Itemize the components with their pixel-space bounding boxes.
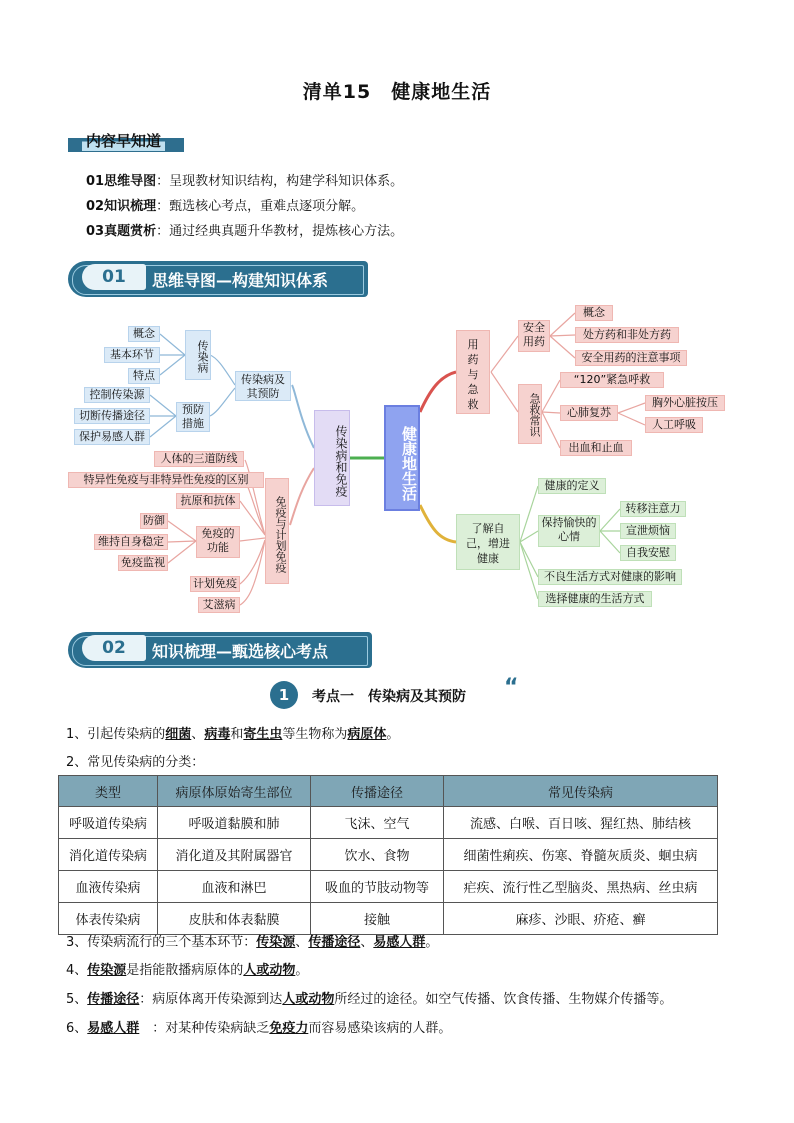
mindmap-cpr-item2: 人工呼吸 [645, 417, 703, 433]
intro-key: 02知识梳理 [86, 199, 157, 214]
keyword: 免疫力 [269, 1021, 309, 1036]
mindmap-safe-item3: 安全用药的注意事项 [575, 350, 687, 366]
text: ：对某种传染病缺乏 [139, 1021, 270, 1036]
mindmap-im-item2: 特异性免疫与非特异性免疫的区别 [68, 472, 264, 488]
mindmap-cd-sub1-item2: 基本环节 [104, 347, 160, 363]
text: 4、 [66, 963, 88, 978]
mindmap-aid-item1: “120”紧急呼救 [560, 372, 664, 388]
text: 是指能散播病原体的 [126, 963, 244, 978]
keyword: 细菌 [165, 727, 192, 742]
table-cell: 皮肤和体表黏膜 [158, 903, 311, 935]
link-im-tail1 [240, 540, 265, 584]
mindmap-safe-item2: 处方药和非处方药 [575, 327, 679, 343]
text: 5、 [66, 992, 88, 1007]
mindmap-mood: 保持愉快的心情 [538, 515, 600, 547]
keypoint-heading [270, 675, 530, 709]
mindmap-cd-group: 传染病及其预防 [235, 371, 291, 401]
link-aid-item3 [542, 412, 560, 448]
link-left-im [290, 468, 314, 525]
link-sub1-item1 [160, 334, 185, 355]
table-cell: 细菌性痢疾、伤寒、脊髓灰质炎、蛔虫病 [444, 839, 718, 871]
link-mood-item1 [600, 509, 620, 531]
mindmap-right-bottom: 了解自己，增进健康 [456, 514, 520, 570]
mindmap-im-item3: 抗原和抗体 [176, 493, 240, 509]
link-aid-item1 [542, 380, 560, 412]
mindmap-cd-sub1-item1: 概念 [128, 326, 160, 342]
keyword: 易感人群 [373, 935, 426, 950]
intro-text: ：呈现教材知识结构，构建学科知识体系。 [156, 174, 404, 189]
mindmap-cd-sub2-item3: 保护易感人群 [74, 429, 150, 445]
mindmap-habit2: 选择健康的生活方式 [538, 591, 652, 607]
link-cd-sub2 [210, 388, 235, 416]
table-cell: 体表传染病 [59, 903, 158, 935]
table-row [59, 871, 718, 903]
text: ：病原体离开传染源到达 [139, 992, 283, 1007]
intro-key: 01思维导图 [86, 174, 157, 189]
link-left-cd [292, 385, 314, 448]
intro-line-2 [86, 195, 364, 214]
table-cell: 血液和淋巴 [158, 871, 311, 903]
link-safe-item3 [550, 336, 575, 358]
mindmap-im-item1: 人体的三道防线 [154, 451, 244, 467]
table-cell: 麻疹、沙眼、疥疮、癣 [444, 903, 718, 935]
keyword: 易感人群 [87, 1021, 140, 1036]
text: 。 [425, 935, 439, 950]
keyword: 病毒 [204, 727, 231, 742]
table-row [59, 807, 718, 839]
intro-text: ：甄选核心考点，重难点逐项分解。 [156, 199, 365, 214]
intro-key: 03真题赏析 [86, 224, 157, 239]
banner-knowledge [68, 632, 372, 668]
keyword: 传播途径 [308, 935, 361, 950]
link-im-func [240, 538, 265, 541]
link-func-item2 [168, 541, 196, 542]
text: 而容易感染该病的人群。 [308, 1021, 452, 1036]
banner-mindmap [68, 261, 368, 297]
text: 1、引起传染病的 [66, 727, 166, 742]
section-tag-label: 内容早知道 [82, 130, 165, 151]
link-rt-safe [491, 336, 518, 372]
mindmap-cd-sub2: 预防措施 [176, 402, 210, 432]
link-im-item3 [240, 501, 265, 535]
table-header: 病原体原始寄生部位 [158, 776, 311, 807]
mindmap-mood-item3: 自我安慰 [620, 545, 676, 561]
link-func-item3 [168, 541, 196, 563]
table-cell: 飞沫、空气 [311, 807, 444, 839]
link-rt-aid [491, 372, 518, 412]
text: 。 [295, 963, 309, 978]
link-cd-sub1 [210, 355, 235, 385]
mindmap-left-main: 传染病和免疫 [314, 410, 350, 506]
table-cell: 疟疾、流行性乙型脑炎、黑热病、丝虫病 [444, 871, 718, 903]
link-center-right-bottom [420, 505, 456, 542]
keypoint-title: 考点一 传染病及其预防 [312, 689, 466, 705]
page-title: 清单15 健康地生活 [302, 81, 492, 103]
mindmap-im-func-item1: 防御 [140, 513, 168, 529]
section-tag [68, 130, 188, 152]
table-header: 常见传染病 [444, 776, 718, 807]
banner-number: 01 [82, 264, 146, 290]
mindmap-im-tail1: 计划免疫 [190, 576, 240, 592]
intro-text: ：通过经典真题升华教材，提炼核心方法。 [156, 224, 404, 239]
text: 、 [360, 935, 374, 950]
mindmap-im-func-item2: 维持自身稳定 [94, 534, 168, 550]
link-im-item2 [245, 480, 265, 535]
keyword: 病原体 [347, 727, 387, 742]
intro-line-3 [86, 220, 403, 239]
keyword: 传播途径 [87, 992, 140, 1007]
link-sub1-item3 [160, 355, 185, 375]
intro-line-1 [86, 170, 403, 189]
mindmap-cd-sub2-item2: 切断传播途径 [74, 408, 150, 424]
link-sub2-item1 [150, 395, 176, 416]
mindmap-mood-item2: 宣泄烦恼 [620, 523, 676, 539]
mindmap-im-func: 免疫的功能 [196, 526, 240, 558]
table-row [59, 839, 718, 871]
table-cell: 消化道及其附属器官 [158, 839, 311, 871]
banner-number: 02 [82, 635, 146, 661]
link-func-item1 [168, 521, 196, 541]
mindmap-im-func-item3: 免疫监视 [118, 555, 168, 571]
mindmap-im-tail2: 艾滋病 [198, 597, 240, 613]
text: 、 [191, 727, 205, 742]
disease-table [58, 775, 718, 935]
link-center-right-top [420, 372, 456, 412]
mindmap-cd-sub1: 传染病 [185, 330, 211, 380]
mindmap-cpr-item1: 胸外心脏按压 [645, 395, 725, 411]
banner-title: 知识梳理—甄选核心考点 [152, 642, 329, 661]
quote-icon: “ [504, 675, 519, 700]
keyword: 人或动物 [282, 992, 335, 1007]
table-row [59, 903, 718, 935]
point-6 [66, 1017, 451, 1036]
mindmap-im-group: 免疫与计划免疫 [265, 478, 289, 584]
text: 6、 [66, 1021, 88, 1036]
table-cell: 消化道传染病 [59, 839, 158, 871]
point-4 [66, 959, 308, 978]
text: 。 [386, 727, 400, 742]
text: 等生物称为 [282, 727, 348, 742]
table-cell: 呼吸道传染病 [59, 807, 158, 839]
mindmap-safe-item1: 概念 [575, 305, 613, 321]
mindmap-health-def: 健康的定义 [538, 478, 606, 494]
mindmap-habit1: 不良生活方式对健康的影响 [538, 569, 682, 585]
mindmap-aid-item3: 出血和止血 [560, 440, 632, 456]
table-cell: 饮水、食物 [311, 839, 444, 871]
point-3 [66, 931, 438, 950]
mindmap-center: 健康地生活 [384, 405, 420, 511]
table-cell: 血液传染病 [59, 871, 158, 903]
mindmap-cd-sub2-item1: 控制传染源 [84, 387, 150, 403]
link-safe-item2 [550, 335, 575, 336]
link-rb-def [520, 486, 538, 542]
link-cpr-item1 [618, 403, 645, 413]
keyword: 人或动物 [243, 963, 296, 978]
table-cell: 流感、白喉、百日咳、猩红热、肺结核 [444, 807, 718, 839]
text: 所经过的途径。如空气传播、饮食传播、生物媒介传播等。 [334, 992, 673, 1007]
mindmap-right-top: 用药与急救 [456, 330, 490, 414]
table-cell: 接触 [311, 903, 444, 935]
link-cpr-item2 [618, 413, 645, 425]
mindmap-mood-item1: 转移注意力 [620, 501, 686, 517]
keyword: 传染源 [87, 963, 127, 978]
table-header: 传播途径 [311, 776, 444, 807]
point-5 [66, 988, 672, 1007]
table-cell: 吸血的节肢动物等 [311, 871, 444, 903]
mindmap-aid-item2: 心肺复苏 [560, 405, 618, 421]
link-mood-item3 [600, 531, 620, 553]
keyword: 寄生虫 [243, 727, 283, 742]
text: 3、传染病流行的三个基本环节： [66, 935, 257, 950]
link-sub2-item3 [150, 416, 176, 437]
table-header-row [59, 776, 718, 807]
table-cell: 呼吸道黏膜和肺 [158, 807, 311, 839]
banner-title: 思维导图—构建知识体系 [152, 271, 329, 290]
keypoint-number: 1 [270, 681, 298, 709]
table-header: 类型 [59, 776, 158, 807]
text: 和 [230, 727, 244, 742]
text: 、 [295, 935, 309, 950]
mindmap-first-aid: 急救常识 [518, 384, 542, 444]
keyword: 传染源 [256, 935, 296, 950]
mindmap-cd-sub1-item3: 特点 [128, 368, 160, 384]
point-2: 2、常见传染病的分类： [66, 755, 205, 770]
link-aid-item2 [542, 412, 560, 413]
link-safe-item1 [550, 313, 575, 336]
mindmap-safe: 安全用药 [518, 320, 550, 352]
point-1 [66, 723, 399, 742]
